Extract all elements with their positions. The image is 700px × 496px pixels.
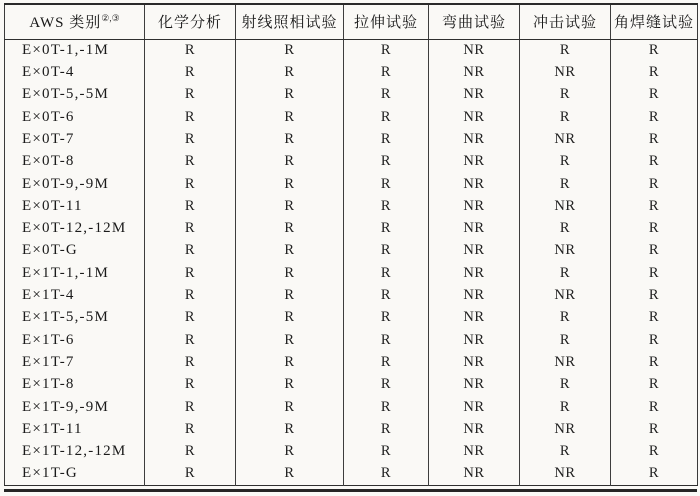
aws-classification-cell: E×1T-5,-5M xyxy=(22,309,109,326)
tension-test-cell: R xyxy=(344,418,429,440)
impact-test-cell: NR xyxy=(520,240,611,262)
bend-test-cell: NR xyxy=(429,418,520,440)
table-row xyxy=(5,151,698,173)
tension-test-cell: R xyxy=(344,463,429,486)
radiographic-test-cell: R xyxy=(236,128,344,150)
impact-test-cell: NR xyxy=(520,418,611,440)
aws-classification-cell: E×0T-11 xyxy=(22,197,83,214)
chemical-analysis-cell: R xyxy=(145,151,236,173)
footnote-markers: ②,③ xyxy=(101,13,120,24)
tension-test-cell: R xyxy=(344,61,429,83)
fillet-weld-test-cell: R xyxy=(611,195,698,217)
radiographic-test-cell: R xyxy=(236,61,344,83)
radiographic-test-cell: R xyxy=(236,173,344,195)
chemical-analysis-cell: R xyxy=(145,195,236,217)
table-row xyxy=(5,262,698,284)
table-row xyxy=(5,284,698,306)
aws-classification-cell: E×0T-8 xyxy=(22,153,75,170)
table-row xyxy=(5,374,698,396)
impact-test-cell: R xyxy=(520,307,611,329)
impact-test-cell: R xyxy=(520,218,611,240)
bend-test-cell: NR xyxy=(429,374,520,396)
impact-test-cell: R xyxy=(520,329,611,351)
tension-test-cell: R xyxy=(344,240,429,262)
col-header-tension-test: 拉伸试验 xyxy=(344,4,429,39)
impact-test-cell: R xyxy=(520,374,611,396)
tension-test-cell: R xyxy=(344,39,429,61)
table-row xyxy=(5,351,698,373)
fillet-weld-test-cell: R xyxy=(611,463,698,486)
tension-test-cell: R xyxy=(344,307,429,329)
table-row xyxy=(5,128,698,150)
tension-test-cell: R xyxy=(344,151,429,173)
table-header xyxy=(5,4,698,39)
tension-test-cell: R xyxy=(344,351,429,373)
chemical-analysis-cell: R xyxy=(145,262,236,284)
aws-classification-cell: E×1T-9,-9M xyxy=(22,398,109,415)
tension-test-cell: R xyxy=(344,195,429,217)
fillet-weld-test-cell: R xyxy=(611,240,698,262)
table-row xyxy=(5,106,698,128)
aws-classification-cell: E×0T-12,-12M xyxy=(22,220,127,237)
aws-test-requirements-table xyxy=(4,3,698,486)
radiographic-test-cell: R xyxy=(236,240,344,262)
table-row xyxy=(5,329,698,351)
table-row xyxy=(5,418,698,440)
radiographic-test-cell: R xyxy=(236,463,344,486)
chemical-analysis-cell: R xyxy=(145,61,236,83)
fillet-weld-test-cell: R xyxy=(611,351,698,373)
table-bottom-rule xyxy=(4,489,697,492)
table-row xyxy=(5,463,698,486)
chemical-analysis-cell: R xyxy=(145,106,236,128)
radiographic-test-cell: R xyxy=(236,329,344,351)
chemical-analysis-cell: R xyxy=(145,463,236,486)
table-row xyxy=(5,307,698,329)
impact-test-cell: R xyxy=(520,106,611,128)
table-row xyxy=(5,195,698,217)
aws-classification-cell: E×1T-6 xyxy=(22,331,75,348)
chemical-analysis-cell: R xyxy=(145,218,236,240)
fillet-weld-test-cell: R xyxy=(611,307,698,329)
aws-classification-cell: E×0T-5,-5M xyxy=(22,86,109,103)
bend-test-cell: NR xyxy=(429,307,520,329)
bend-test-cell: NR xyxy=(429,463,520,486)
fillet-weld-test-cell: R xyxy=(611,218,698,240)
impact-test-cell: R xyxy=(520,39,611,61)
tension-test-cell: R xyxy=(344,106,429,128)
table-row xyxy=(5,396,698,418)
radiographic-test-cell: R xyxy=(236,307,344,329)
impact-test-cell: NR xyxy=(520,128,611,150)
table-row xyxy=(5,61,698,83)
aws-classification-cell: E×1T-11 xyxy=(22,420,83,437)
col-header-fillet-weld-test: 角焊缝试验 xyxy=(611,4,698,39)
aws-classification-cell: E×0T-6 xyxy=(22,108,75,125)
aws-classification-cell: E×1T-G xyxy=(22,465,78,482)
tension-test-cell: R xyxy=(344,84,429,106)
radiographic-test-cell: R xyxy=(236,218,344,240)
impact-test-cell: R xyxy=(520,441,611,463)
aws-classification-cell: E×1T-12,-12M xyxy=(22,443,127,460)
fillet-weld-test-cell: R xyxy=(611,128,698,150)
col-header-bend-test: 弯曲试验 xyxy=(429,4,520,39)
radiographic-test-cell: R xyxy=(236,396,344,418)
chemical-analysis-cell: R xyxy=(145,396,236,418)
tension-test-cell: R xyxy=(344,441,429,463)
aws-classification-cell: E×0T-9,-9M xyxy=(22,175,109,192)
fillet-weld-test-cell: R xyxy=(611,61,698,83)
bend-test-cell: NR xyxy=(429,61,520,83)
bend-test-cell: NR xyxy=(429,262,520,284)
fillet-weld-test-cell: R xyxy=(611,151,698,173)
table-row xyxy=(5,218,698,240)
radiographic-test-cell: R xyxy=(236,262,344,284)
tension-test-cell: R xyxy=(344,396,429,418)
tension-test-cell: R xyxy=(344,374,429,396)
aws-classification-cell: E×1T-1,-1M xyxy=(22,264,109,281)
radiographic-test-cell: R xyxy=(236,351,344,373)
bend-test-cell: NR xyxy=(429,106,520,128)
chemical-analysis-cell: R xyxy=(145,329,236,351)
col-header-aws-classification xyxy=(5,4,145,39)
bend-test-cell: NR xyxy=(429,240,520,262)
bend-test-cell: NR xyxy=(429,351,520,373)
table-row xyxy=(5,441,698,463)
radiographic-test-cell: R xyxy=(236,418,344,440)
fillet-weld-test-cell: R xyxy=(611,441,698,463)
table-row xyxy=(5,173,698,195)
chemical-analysis-cell: R xyxy=(145,284,236,306)
bend-test-cell: NR xyxy=(429,329,520,351)
chemical-analysis-cell: R xyxy=(145,307,236,329)
impact-test-cell: R xyxy=(520,84,611,106)
tension-test-cell: R xyxy=(344,128,429,150)
chemical-analysis-cell: R xyxy=(145,441,236,463)
chemical-analysis-cell: R xyxy=(145,351,236,373)
radiographic-test-cell: R xyxy=(236,106,344,128)
fillet-weld-test-cell: R xyxy=(611,39,698,61)
table-row xyxy=(5,84,698,106)
bend-test-cell: NR xyxy=(429,284,520,306)
fillet-weld-test-cell: R xyxy=(611,106,698,128)
fillet-weld-test-cell: R xyxy=(611,418,698,440)
chemical-analysis-cell: R xyxy=(145,240,236,262)
bend-test-cell: NR xyxy=(429,173,520,195)
aws-classification-cell: E×0T-1,-1M xyxy=(22,41,109,58)
chemical-analysis-cell: R xyxy=(145,173,236,195)
bend-test-cell: NR xyxy=(429,128,520,150)
radiographic-test-cell: R xyxy=(236,195,344,217)
bend-test-cell: NR xyxy=(429,84,520,106)
impact-test-cell: R xyxy=(520,262,611,284)
bend-test-cell: NR xyxy=(429,441,520,463)
impact-test-cell: NR xyxy=(520,195,611,217)
radiographic-test-cell: R xyxy=(236,151,344,173)
tension-test-cell: R xyxy=(344,218,429,240)
bend-test-cell: NR xyxy=(429,218,520,240)
radiographic-test-cell: R xyxy=(236,84,344,106)
tension-test-cell: R xyxy=(344,329,429,351)
aws-classification-cell: E×0T-4 xyxy=(22,63,75,80)
fillet-weld-test-cell: R xyxy=(611,396,698,418)
aws-classification-cell: E×0T-G xyxy=(22,242,78,259)
radiographic-test-cell: R xyxy=(236,39,344,61)
impact-test-cell: R xyxy=(520,396,611,418)
table-row xyxy=(5,240,698,262)
chemical-analysis-cell: R xyxy=(145,128,236,150)
aws-classification-cell: E×0T-7 xyxy=(22,130,75,147)
bend-test-cell: NR xyxy=(429,39,520,61)
bend-test-cell: NR xyxy=(429,396,520,418)
col-header-radiographic-test: 射线照相试验 xyxy=(236,4,344,39)
fillet-weld-test-cell: R xyxy=(611,329,698,351)
fillet-weld-test-cell: R xyxy=(611,284,698,306)
aws-classification-cell: E×1T-7 xyxy=(22,354,75,371)
radiographic-test-cell: R xyxy=(236,284,344,306)
chemical-analysis-cell: R xyxy=(145,39,236,61)
fillet-weld-test-cell: R xyxy=(611,173,698,195)
aws-classification-cell: E×1T-4 xyxy=(22,287,75,304)
impact-test-cell: NR xyxy=(520,351,611,373)
tension-test-cell: R xyxy=(344,262,429,284)
col-header-impact-test: 冲击试验 xyxy=(520,4,611,39)
tension-test-cell: R xyxy=(344,284,429,306)
col-header-label: AWS 类别 xyxy=(29,15,102,32)
fillet-weld-test-cell: R xyxy=(611,262,698,284)
bend-test-cell: NR xyxy=(429,195,520,217)
impact-test-cell: NR xyxy=(520,463,611,486)
chemical-analysis-cell: R xyxy=(145,374,236,396)
fillet-weld-test-cell: R xyxy=(611,84,698,106)
fillet-weld-test-cell: R xyxy=(611,374,698,396)
header-row xyxy=(5,4,698,39)
tension-test-cell: R xyxy=(344,173,429,195)
impact-test-cell: R xyxy=(520,151,611,173)
radiographic-test-cell: R xyxy=(236,441,344,463)
radiographic-test-cell: R xyxy=(236,374,344,396)
impact-test-cell: NR xyxy=(520,284,611,306)
aws-classification-cell: E×1T-8 xyxy=(22,376,75,393)
table-row xyxy=(5,39,698,61)
col-header-chemical-analysis: 化学分析 xyxy=(145,4,236,39)
impact-test-cell: R xyxy=(520,173,611,195)
table-body xyxy=(5,39,698,486)
bend-test-cell: NR xyxy=(429,151,520,173)
chemical-analysis-cell: R xyxy=(145,418,236,440)
chemical-analysis-cell: R xyxy=(145,84,236,106)
impact-test-cell: NR xyxy=(520,61,611,83)
